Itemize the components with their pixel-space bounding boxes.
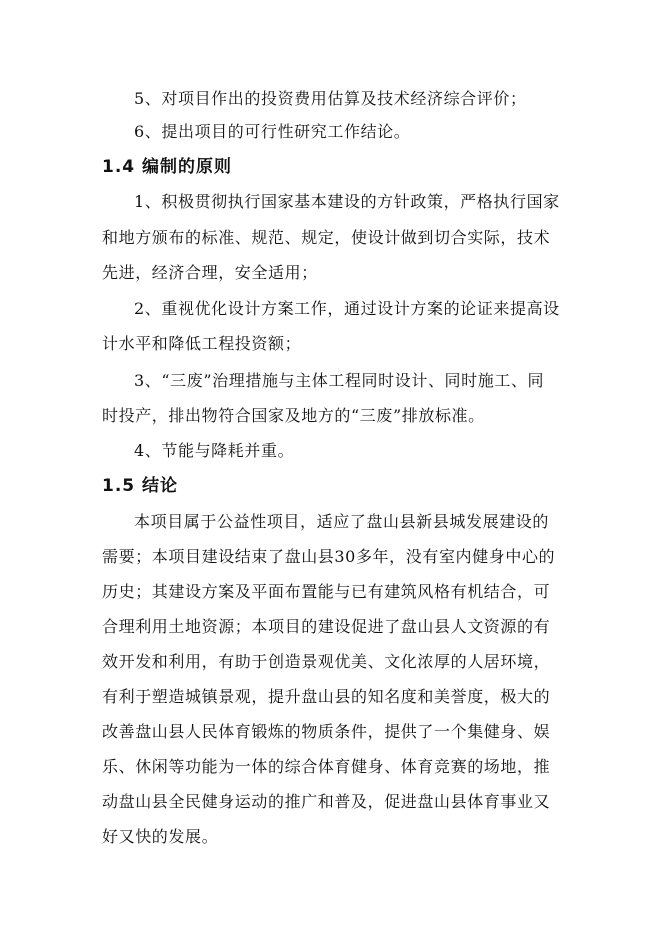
list-item: 6、提出项目的可行性研究工作结论。 bbox=[134, 122, 411, 141]
paragraph-line: 合理利用土地资源；本项目的建设促进了盘山县人文资源的有 bbox=[102, 617, 551, 636]
paragraph-line: 有利于塑造城镇景观，提升盘山县的知名度和美誉度，极大的 bbox=[102, 687, 551, 706]
paragraph-line: 历史；其建设方案及平面布置能与已有建筑风格有机结合，可 bbox=[102, 582, 551, 601]
paragraph-line: 2、重视优化设计方案工作，通过设计方案的论证来提高设 bbox=[134, 299, 560, 318]
paragraph-line: 时投产，排出物符合国家及地方的“三废”排放标准。 bbox=[102, 406, 485, 425]
paragraph-line: 需要；本项目建设结束了盘山县30多年，没有室内健身中心的 bbox=[102, 547, 556, 566]
paragraph-line: 效开发和利用，有助于创造景观优美、文化浓厚的人居环境， bbox=[102, 652, 551, 671]
paragraph-line: 乐、休闲等功能为一体的综合体育健身、体育竞赛的场地，推 bbox=[102, 757, 551, 776]
paragraph-line: 4、节能与降耗并重。 bbox=[134, 441, 295, 460]
paragraph-line: 先进，经济合理，安全适用； bbox=[102, 263, 318, 282]
section-heading: 1.4 编制的原则 bbox=[102, 157, 233, 177]
paragraph-line: 本项目属于公益性项目，适应了盘山县新县城发展建设的 bbox=[134, 512, 550, 531]
paragraph-line: 改善盘山县人民体育锻炼的物质条件，提供了一个集健身、娱 bbox=[102, 722, 551, 741]
section-heading: 1.5 结论 bbox=[102, 476, 179, 496]
paragraph-line: 好又快的发展。 bbox=[102, 827, 219, 846]
paragraph-line: 1、积极贯彻执行国家基本建设的方针政策，严格执行国家 bbox=[134, 192, 560, 211]
paragraph-line: 计水平和降低工程投资额； bbox=[102, 334, 302, 353]
paragraph-line: 动盘山县全民健身运动的推广和普及，促进盘山县体育事业又 bbox=[102, 792, 551, 811]
paragraph-line: 3、“三废”治理措施与主体工程同时设计、同时施工、同 bbox=[134, 371, 545, 390]
list-item: 5、对项目作出的投资费用估算及技术经济综合评价； bbox=[134, 89, 527, 108]
paragraph-line: 和地方颁布的标准、规范、规定，使设计做到切合实际，技术 bbox=[102, 228, 551, 247]
